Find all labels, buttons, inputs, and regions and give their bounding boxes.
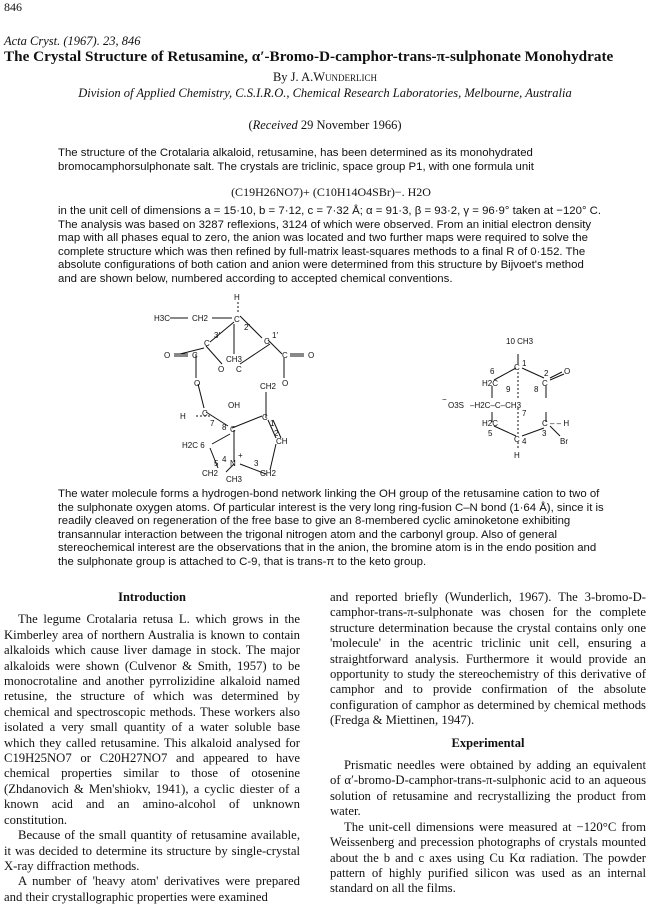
anion-lbl4: 4 <box>522 437 527 446</box>
cation-h-top: H <box>234 294 240 302</box>
cation-lbl3: 3 <box>254 459 259 468</box>
cation-o-right: O <box>308 351 315 360</box>
anion-lbl8: 8 <box>534 385 539 394</box>
cation-c-2p: C <box>234 315 240 324</box>
cation-ch2-3: CH2 <box>260 469 277 478</box>
anion-minus: − <box>442 395 447 404</box>
cation-ch2-top: CH2 <box>192 314 209 323</box>
abstract-paragraph-3: The water molecule forms a hydrogen-bond network linking the OH group of the retusamine cation to two of the sulphonate oxygen atoms. Of particular interest is the very long ring-fusion C–N bond (1·64 Å), since it is readily cleaved on regeneration of the free base to give an 8-membered cyclic aminoketone exhibiting transannular interaction between the trigonal nitrogen atom and the carbonyl group. Also of general stereochemical interest are the observations that in the anion, the bromine atom is in the endo position and the sulphonate group is attached to C-9, that is trans-π to the keto group. <box>58 488 604 568</box>
cation-lbl2: 2 <box>274 429 279 438</box>
cation-c8: C <box>230 425 236 434</box>
cation-lbl-1p: 1′ <box>272 331 278 340</box>
cation-lbl4: 4 <box>222 455 227 464</box>
affiliation: Division of Applied Chemistry, C.S.I.R.O., Chemical Research Laboratories, Melbourne, Australia <box>78 86 572 100</box>
cation-lbl-2p: 2′ <box>244 323 250 332</box>
author-prefix: By <box>272 70 288 84</box>
cation-ch3-mid: CH3 <box>226 355 243 364</box>
cation-c7: C <box>202 409 208 418</box>
anion-h2c-c: –H2C–C–CH3 <box>470 401 522 410</box>
author-name: J. A.Wunderlich <box>290 70 378 84</box>
cation-o-left: O <box>164 351 171 360</box>
introduction-paragraph-1: The legume Crotalaria retusa L. which grows in the Kimberley area of northern Australia is known to contain alkaloids which cause liver damage in stock. The major alkaloids were shown (Culvenor & Smith, 1957) to be monocrotaline and another pyrrolizidine alkaloid named retusine, the structure of which was determined by chemical and spectroscopic methods. These workers also isolated a very small quantity of a water soluble base which they called retusamine. This alkaloid analysed for C19H25NO7 or C20H27NO7 and appeared to have chemical properties similar to those of otosenine (Zhdanovich & Men'shiokv, 1941), a cyclic diester of a known acid and an amino-alcohol of unknown constitution. <box>4 612 300 827</box>
anion-lbl7: 7 <box>522 409 527 418</box>
anion-lbl9: 9 <box>506 385 511 394</box>
cation-h2c6: H2C 6 <box>182 441 205 450</box>
cation-lbl1: 1 <box>270 419 275 428</box>
anion-c2: C <box>542 379 548 388</box>
abstract-formula: (C19H26NO7)+ (C10H14O4SBr)−. H2O <box>231 185 431 199</box>
paper-title: The Crystal Structure of Retusamine, α′-Bromo-D-camphor-trans-π-sulphonate Monohydrate <box>4 48 614 65</box>
experimental-paragraph-1: Prismatic needles were obtained by adding an equivalent of α′-bromo-D-camphor-trans-π-sulphonic acid to an aqueous solution of retusamine and recrystallizing the product from water. <box>330 758 646 819</box>
anion-lbl2: 2 <box>544 369 549 378</box>
abstract-paragraph-2: in the unit cell of dimensions a = 15·10, b = 7·12, c = 7·32 Å; α = 91·3, β = 93·2, γ = 96·9° taken at −120° C. The analysis was based on 3287 reflexions, 3124 of which were observed. From an initial electron density map with all phases equal to zero, the anion was located and two further maps were required to solve the complete structure which was then refined by full-matrix least-squares methods to a final R of 0·152. The absolute configurations of both cation and anion were determined from this structure by Bijvoet's method and are shown below, numbered according to accepted chemical conventions. <box>58 205 602 285</box>
anion-o: O <box>564 367 571 376</box>
received-label: Received <box>252 118 298 132</box>
anion-h2c6: H2C <box>482 379 499 388</box>
cation-lbl-3p: 3′ <box>214 331 220 340</box>
cation-lbl8: 8 <box>222 423 227 432</box>
anion-c3h: C – – H <box>542 419 570 428</box>
experimental-paragraph-2: The unit-cell dimensions were measured at −120°C from Weissenberg and precession photographs of crystals mounted about the b and c axes using Cu Kα radiation. The powder pattern of highly purified silicon was used as an internal standard on all the films. <box>330 819 646 896</box>
received-date: (Received 29 November 1966) <box>248 118 402 132</box>
anion-c4: C <box>514 435 520 444</box>
anion-lbl6: 6 <box>490 367 495 376</box>
cation-plus: + <box>238 451 243 460</box>
cation-c-left: C <box>192 351 198 360</box>
cation-ch-eq: CH <box>276 437 288 446</box>
anion-lbl5: 5 <box>488 429 493 438</box>
introduction-heading: Introduction <box>118 590 186 604</box>
cation-o-mid: O <box>218 365 225 374</box>
introduction-paragraph-4: and reported briefly (Wunderlich, 1967). The 3-bromo-D-camphor-trans-π-sulphonate was chosen for the complete structure determination because the crystal contains only one 'molecule' in the acentric triclinic unit cell, ensuring a straightforward analysis. Furthermore it would provide an opportunity to study the stereochemistry of this derivative of camphor and to provide confirmation of the absolute configuration of camphor as determined by chemical methods (Fredga & Miettinen, 1947). <box>330 590 646 728</box>
cation-lbl7: 7 <box>210 419 215 428</box>
cation-c1: C <box>262 413 268 422</box>
received-date-value: 29 November 1966 <box>300 118 398 132</box>
right-column <box>330 590 646 897</box>
cation-c-right: C <box>282 351 288 360</box>
anion-ch3-10: 10 CH3 <box>506 337 534 346</box>
introduction-paragraph-3: A number of 'heavy atom' derivatives were prepared and their crystallographic properties were examined <box>4 874 300 904</box>
cation-o-l2: O <box>194 379 201 388</box>
experimental-heading: Experimental <box>451 735 525 750</box>
author-line <box>0 70 650 85</box>
cation-ch2-5: CH2 <box>202 469 219 478</box>
anion-h2c5: H2C <box>482 419 499 428</box>
introduction-paragraph-2: Because of the small quantity of retusamine available, it was decided to determine its structure by single-crystal X-ray diffraction methods. <box>4 828 300 873</box>
cation-h-left: H <box>180 412 186 421</box>
structure-diagram <box>130 294 630 484</box>
anion-c1: C <box>514 363 520 372</box>
cation-lbl5: 5 <box>214 459 219 468</box>
journal-reference: Acta Cryst. (1967). 23, 846 <box>4 34 141 48</box>
anion-br: Br <box>560 437 568 446</box>
left-column <box>4 590 300 905</box>
cation-o-r2: O <box>282 379 289 388</box>
abstract-paragraph-1: The structure of the Crotalaria alkaloid, retusamine, has been determined as its monohydrated bromocamphorsulphonate salt. The crystals are triclinic, space group P1, with one formula unit <box>58 147 534 173</box>
cation-ch3-bottom: CH3 <box>226 475 243 484</box>
cation-oh: OH <box>228 401 240 410</box>
anion-lbl1: 1 <box>522 359 527 368</box>
anion-o3s: O3S <box>448 401 465 410</box>
cation-c-1p: C <box>264 337 270 346</box>
cation-c-mid: C <box>236 365 242 374</box>
anion-lbl3: 3 <box>542 429 547 438</box>
cation-c-3p: C <box>204 339 210 348</box>
cation-ch2-right: CH2 <box>260 382 277 391</box>
page-number: 846 <box>4 0 22 14</box>
cation-n: N <box>230 459 236 468</box>
cation-h3c: H3C <box>154 314 171 323</box>
anion-h: H <box>514 451 520 460</box>
